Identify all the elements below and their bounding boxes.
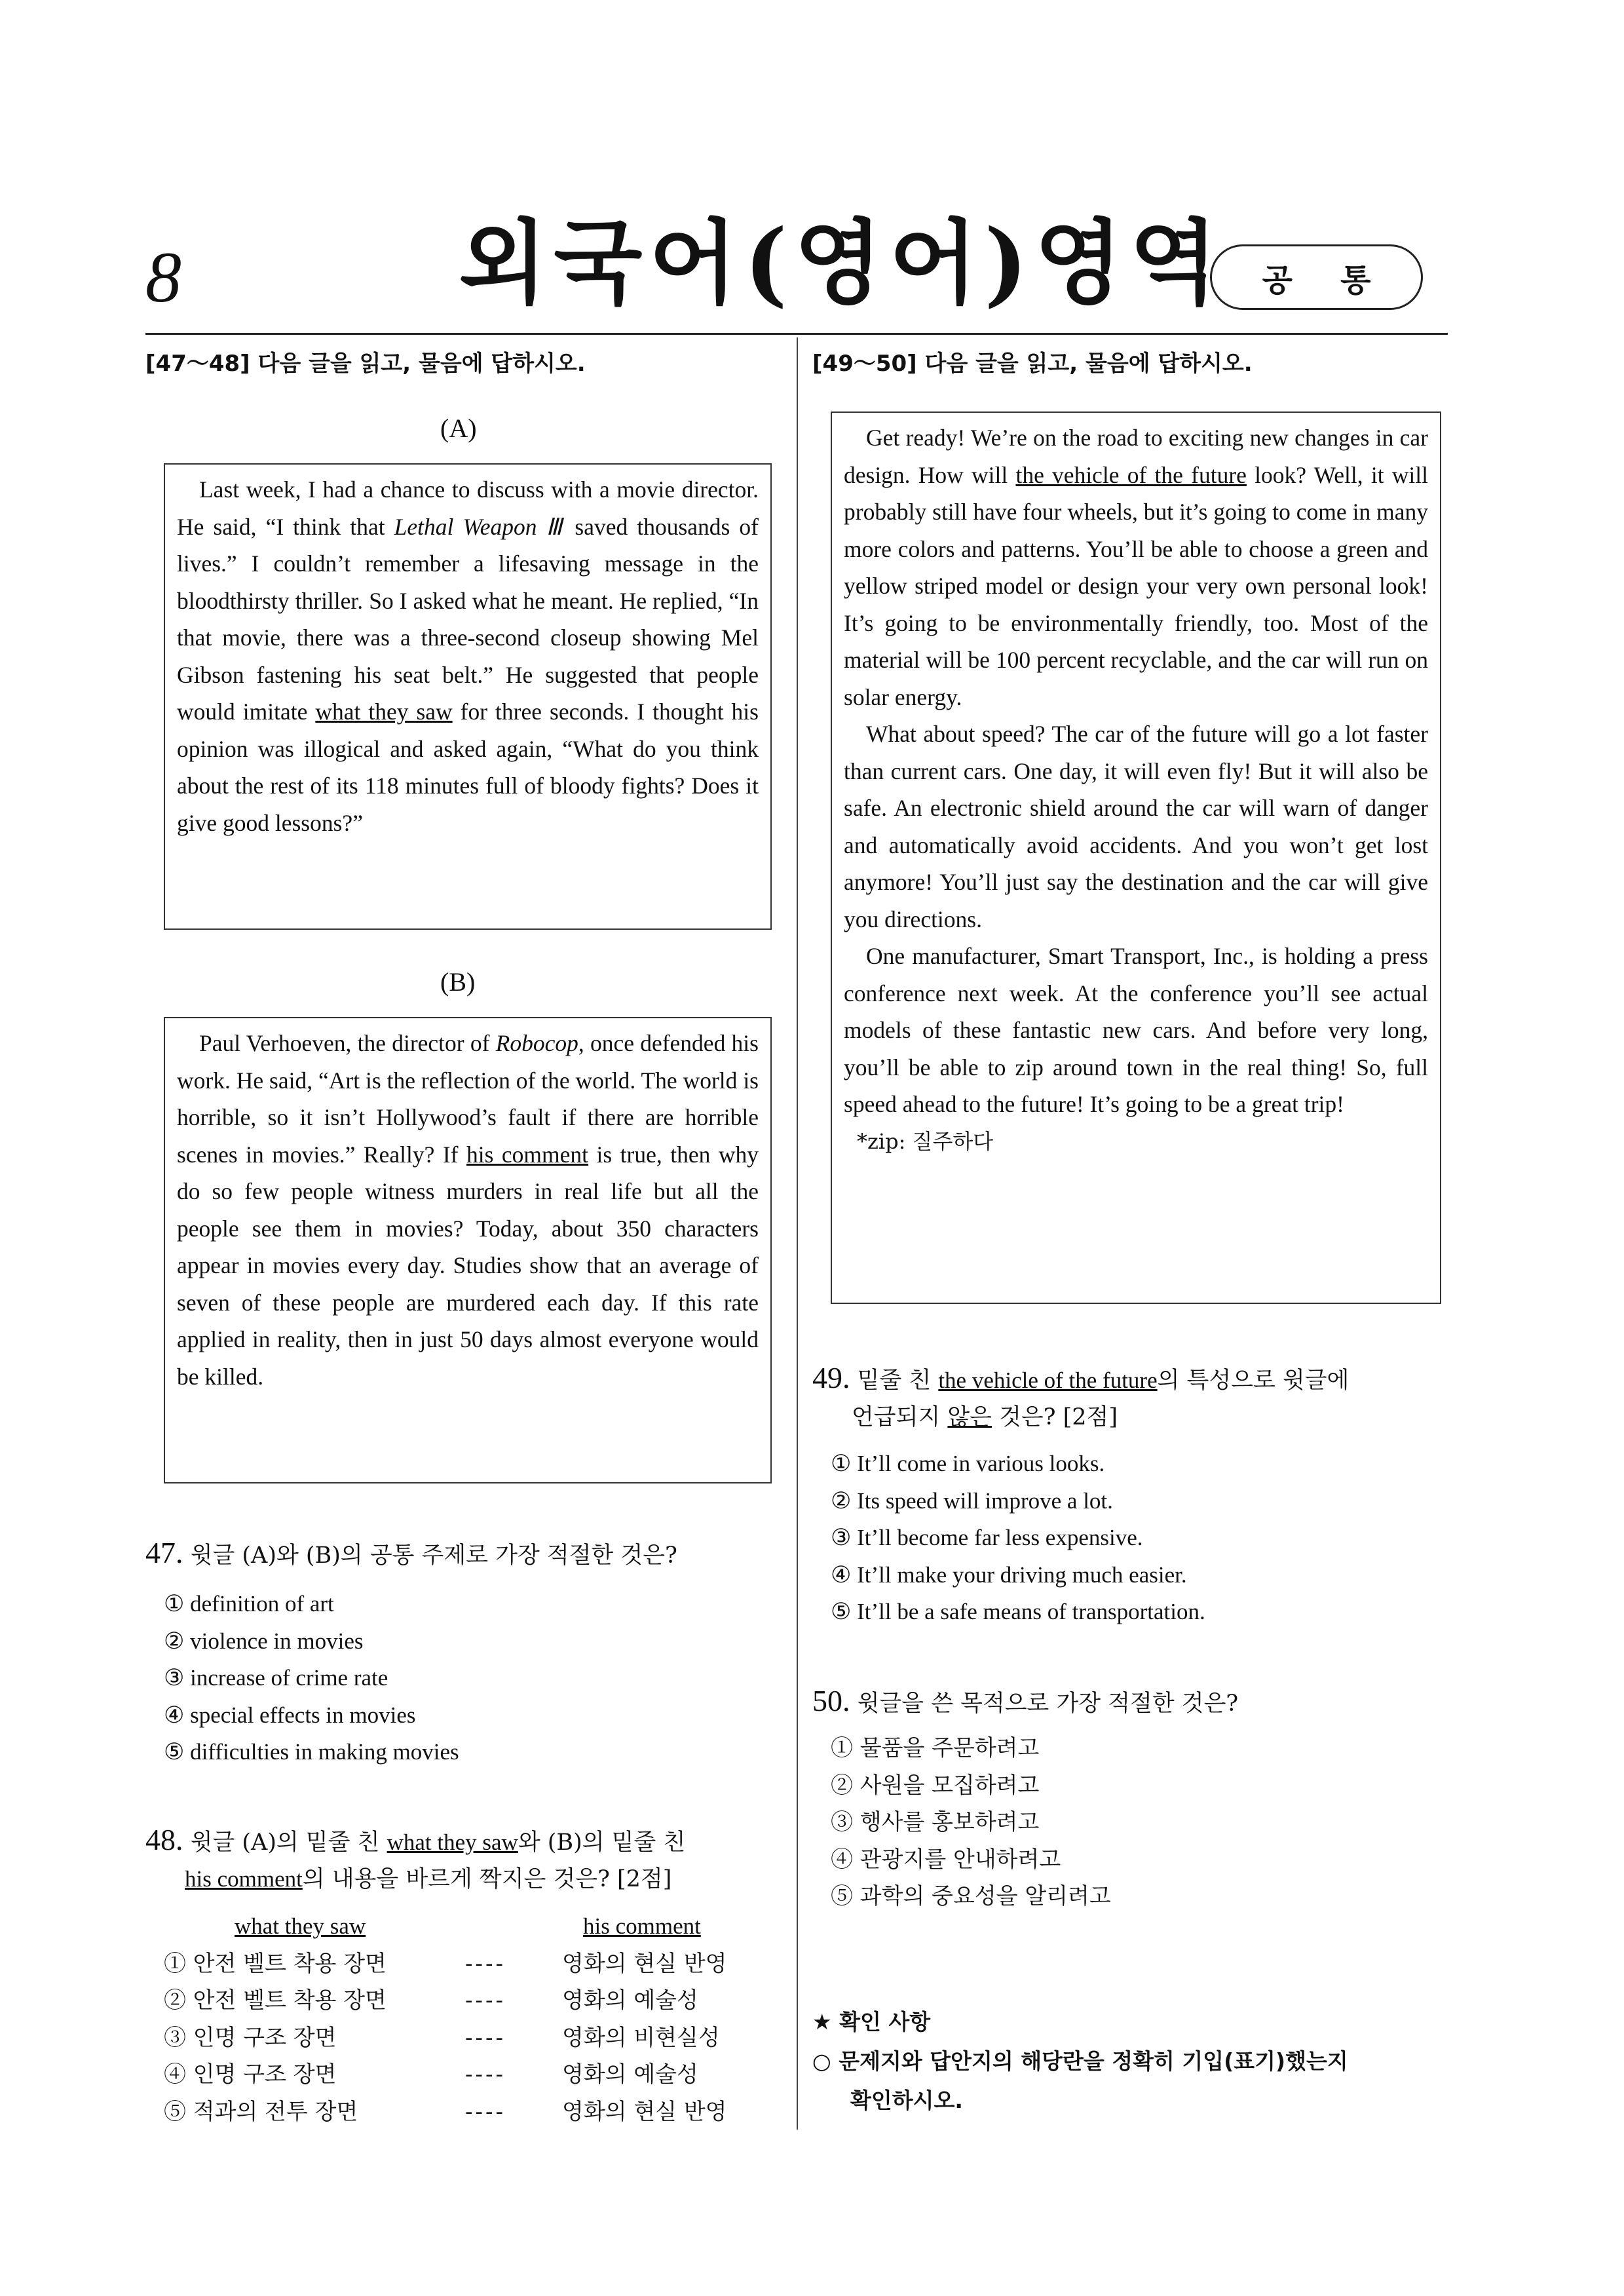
q49-option-2[interactable]: ② Its speed will improve a lot.: [831, 1487, 1113, 1514]
q47-option-3[interactable]: ③ increase of crime rate: [164, 1665, 388, 1691]
check-line-2: 확인하시오.: [850, 2088, 963, 2113]
underline-vehicle-of-future: the vehicle of the future: [1015, 461, 1247, 488]
question-47-options: [164, 1586, 459, 1771]
question-47: [145, 1535, 774, 1574]
underline-what-they-saw: what they saw: [315, 698, 453, 725]
check-notice: [812, 2002, 1454, 2120]
passage-a-box: [164, 463, 772, 930]
section-title: 외국어(영어)영역: [459, 210, 1225, 317]
q48-option-5[interactable]: ⑤ 적과의 전투 장면 ---- 영화의 현실 반영: [164, 2098, 727, 2125]
passage-paragraph-3: One manufacturer, Smart Transport, Inc., is holding a press conference next week. At the conference you’ll see actual models of these fantastic new cars. And before very long, you’ll be able to zip around town in the real thing! So, full speed ahead to the future! It’s going to be a great trip!: [844, 943, 1428, 1117]
instruction-47-48: [47～48] 다음 글을 읽고, 물음에 답하시오.: [145, 351, 586, 377]
question-49-number: 49.: [812, 1361, 850, 1394]
q50-option-5[interactable]: ⑤ 과학의 중요성을 알리려고: [831, 1883, 1111, 1909]
question-50-text: 윗글을 쓴 목적으로 가장 적절한 것은?: [857, 1691, 1239, 1717]
question-50-options: [831, 1730, 1111, 1915]
page-number: 8: [145, 237, 181, 317]
common-badge: [1210, 244, 1423, 310]
passage-b-text: Paul Verhoeven, the director of Robocop, once defended his work. He said, “Art is the reflection of the world. The world is horrible, so it isn’t Hollywood’s fault if there are horrible scenes in movies.” Really? If his comment is true, then why do so few people witness murders in real life but all the people see them in movies? Today, about 350 characters appear in movies every day. Studies show that an average of seven of these people are murdered each day. If this rate applied in reality, then in just 50 days almost everyone would be killed.: [177, 1030, 759, 1390]
question-47-number: 47.: [145, 1536, 183, 1569]
question-48-number: 48.: [145, 1823, 183, 1856]
column-divider: [797, 337, 798, 2130]
check-line-1: ○ 문제지와 답안지의 해당란을 정확히 기입(표기)했는지: [812, 2048, 1348, 2074]
header-rule: [145, 333, 1448, 335]
q48-header-row: [164, 1908, 780, 1945]
q48-option-2[interactable]: ② 안전 벨트 착용 장면 ---- 영화의 예술성: [164, 1987, 698, 2014]
question-50: [812, 1683, 1454, 1722]
q47-option-4[interactable]: ④ special effects in movies: [164, 1702, 416, 1728]
passage-49-50-box: [831, 411, 1441, 1304]
badge-right-char: 통: [1340, 261, 1371, 299]
instruction-49-50: [49～50] 다음 글을 읽고, 물음에 답하시오.: [812, 351, 1253, 377]
q47-option-2[interactable]: ② violence in movies: [164, 1628, 364, 1654]
q48-col-head-what-they-saw: what they saw: [235, 1913, 366, 1939]
question-50-number: 50.: [812, 1684, 850, 1717]
question-49-options: [831, 1445, 1205, 1631]
q48-option-3[interactable]: ③ 인명 구조 장면 ---- 영화의 비현실성: [164, 2024, 720, 2051]
q47-option-1[interactable]: ① definition of art: [164, 1591, 334, 1617]
passage-a-label: (A): [440, 413, 477, 443]
q48-option-4[interactable]: ④ 인명 구조 장면 ---- 영화의 예술성: [164, 2061, 698, 2088]
check-title: ★ 확인 사항: [812, 2009, 931, 2035]
q48-col-head-his-comment: his comment: [583, 1913, 701, 1939]
passage-b-label: (B): [440, 967, 476, 997]
q49-option-4[interactable]: ④ It’ll make your driving much easier.: [831, 1561, 1187, 1588]
passage-a-text: Last week, I had a chance to discuss with a movie director. He said, “I think that Lethal Weapon Ⅲ saved thousands of lives.” I couldn’t remember a lifesaving message in the bloodthirsty thriller. So I asked what he meant. He replied, “In that movie, there was a three-second closeup showing Mel Gibson fastening his seat belt.” He suggested that people would imitate what they saw for three seconds. I thought his opinion was illogical and asked again, “What do you think about the rest of its 118 minutes full of bloody fights? Does it give good lessons?”: [177, 476, 759, 836]
question-48-table: [164, 1908, 780, 2130]
q50-option-1[interactable]: ① 물품을 주문하려고: [831, 1735, 1040, 1761]
badge-left-char: 공: [1262, 261, 1293, 299]
q48-option-1[interactable]: ① 안전 벨트 착용 장면 ---- 영화의 현실 반영: [164, 1950, 727, 1977]
question-48: 48. 윗글 (A)의 밑줄 친 what they saw와 (B)의 밑줄 친 his comment의 내용을 바르게 짝지은 것은? [2점]: [145, 1823, 686, 1892]
q49-option-1[interactable]: ① It’ll come in various looks.: [831, 1451, 1105, 1476]
q49-option-5[interactable]: ⑤ It’ll be a safe means of transportation.: [831, 1599, 1205, 1624]
q50-option-2[interactable]: ② 사원을 모집하려고: [831, 1772, 1040, 1799]
q47-option-5[interactable]: ⑤ difficulties in making movies: [164, 1739, 459, 1765]
passage-b-box: [164, 1017, 772, 1483]
question-47-text: 윗글 (A)와 (B)의 공통 주제로 가장 적절한 것은?: [190, 1542, 677, 1569]
question-49: 49. 밑줄 친 the vehicle of the future의 특성으로 윗글에 언급되지 않은 것은? [2점]: [812, 1361, 1350, 1430]
q50-option-4[interactable]: ④ 관광지를 안내하려고: [831, 1846, 1061, 1873]
passage-footnote: *zip: 질주하다: [857, 1128, 994, 1154]
q49-option-3[interactable]: ③ It’ll become far less expensive.: [831, 1525, 1143, 1550]
underline-his-comment: his comment: [466, 1141, 589, 1168]
passage-paragraph-2: What about speed? The car of the future will go a lot faster than current cars. One day, it will even fly! But it will also be safe. An electronic shield around the car will warn of danger and automatically avoid accidents. And you won’t get lost anymore! You’ll just say the destination and the car will give you directions.: [844, 721, 1428, 932]
q50-option-3[interactable]: ③ 행사를 홍보하려고: [831, 1809, 1040, 1835]
passage-paragraph-1: Get ready! We’re on the road to exciting new changes in car design. How will the vehicle of the future look? Well, it will probably still have four wheels, but it’s going to come in many more colors and patterns. You’ll be able to choose a green and yellow striped model or design your very own personal look! It’s going to be environmentally friendly, too. Most of the material will be 100 percent recyclable, and the car will run on solar energy.: [844, 425, 1428, 710]
